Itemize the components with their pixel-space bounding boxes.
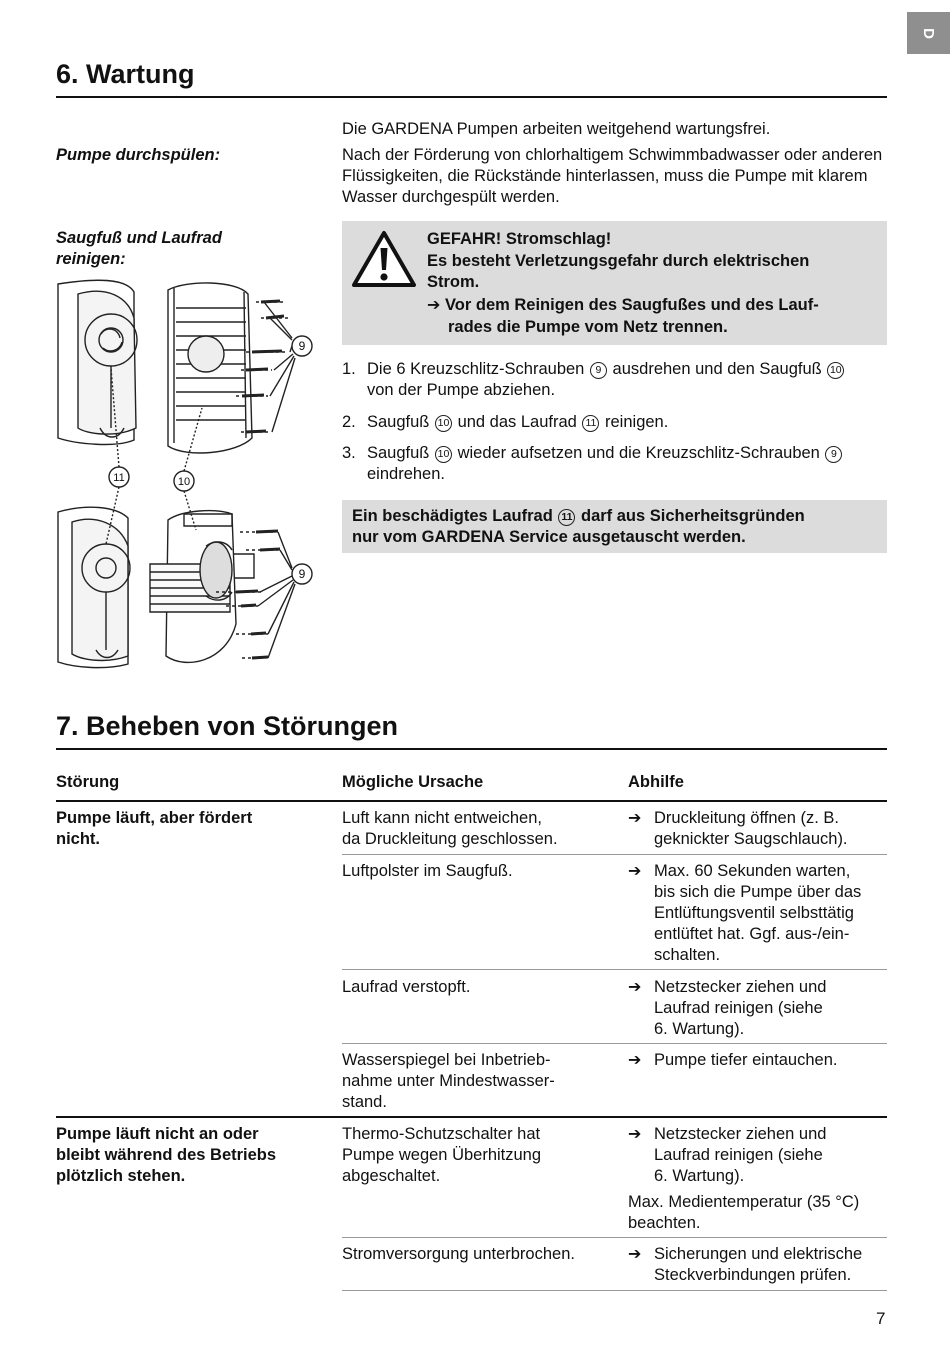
- step-2-number: 2.: [342, 413, 356, 431]
- fault-2: Pumpe läuft nicht an oder bleibt während des Betriebs plötzlich stehen.: [56, 1125, 277, 1185]
- cause-4: Wasserspiegel bei Inbetrieb- nahme unter Mindestwasser- stand.: [342, 1051, 555, 1111]
- fault-1: Pumpe läuft, aber fördert nicht.: [56, 809, 253, 848]
- remedy-4: Pumpe tiefer eintauchen.: [654, 1051, 838, 1069]
- warning-triangle-icon: [350, 229, 418, 289]
- step-1-text: Die 6 Kreuzschlitz-Schrauben 9 ausdrehen und den Saugfuß 10 von der Pumpe abziehen.: [367, 359, 887, 401]
- clean-label-line2: reinigen:: [56, 250, 126, 268]
- remedy-5-extra: Max. Medientemperatur (35 °C) beachten.: [628, 1193, 860, 1232]
- row-divider: [342, 969, 887, 970]
- danger-warning-box: [342, 221, 887, 345]
- clean-label-line1: Saugfuß und Laufrad: [56, 229, 222, 247]
- maintenance-intro: Die GARDENA Pumpen arbeiten weitgehend wartungsfrei.: [342, 120, 771, 138]
- warning-line2: Es besteht Verletzungsgefahr durch elektrischen: [427, 252, 810, 270]
- step-3-text: Saugfuß 10 wieder aufsetzen und die Kreuzschlitz-Schrauben 9 eindrehen.: [367, 443, 892, 485]
- step-2-text: Saugfuß 10 und das Laufrad 11 reinigen.: [367, 413, 669, 431]
- row-divider: [342, 1043, 887, 1044]
- arrow-right-icon: ➔: [628, 1246, 642, 1263]
- callout-10-badge: 10: [827, 362, 844, 379]
- step-1-number: 1.: [342, 360, 356, 378]
- callout-10-badge: 10: [435, 446, 452, 463]
- cause-5: Thermo-Schutzschalter hat Pumpe wegen Überhitzung abgeschaltet.: [342, 1125, 542, 1185]
- callout-11-badge: 11: [582, 415, 599, 432]
- pump-exploded-illustration: [56, 278, 326, 670]
- impeller-note-box: [342, 500, 887, 553]
- callout-10: 10: [177, 476, 191, 488]
- callout-11: 11: [113, 472, 125, 484]
- language-tab: D: [907, 12, 950, 54]
- callout-11-badge: 11: [558, 509, 575, 526]
- row-divider: [342, 854, 887, 855]
- callout-9-badge: 9: [590, 362, 607, 379]
- page-number: 7: [876, 1309, 886, 1328]
- warning-title: GEFAHR! Stromschlag!: [427, 230, 612, 248]
- arrow-right-icon: ➔: [427, 297, 441, 314]
- arrow-right-icon: ➔: [628, 863, 642, 880]
- flush-label: Pumpe durchspülen:: [56, 146, 221, 164]
- callout-10-badge: 10: [435, 415, 452, 432]
- col-header-remedy: Abhilfe: [628, 773, 684, 791]
- remedy-2: Max. 60 Sekunden warten, bis sich die Pumpe über das Entlüftungsventil selbsttätig entlüftet hat. Ggf. aus-/ein- schalten.: [654, 862, 862, 964]
- arrow-right-icon: ➔: [628, 979, 642, 996]
- problem-group-rule: [56, 1116, 887, 1118]
- col-header-cause: Mögliche Ursache: [342, 773, 484, 791]
- warning-line5: rades die Pumpe vom Netz trennen.: [448, 318, 728, 336]
- cause-2: Luftpolster im Saugfuß.: [342, 862, 513, 880]
- flush-text: Nach der Förderung von chlorhaltigem Schwimmbadwasser oder anderen Flüssigkeiten, die Rückstände hinterlassen, muss die Pumpe mit klarem Wasser durchgespült werden.: [342, 146, 883, 206]
- arrow-right-icon: ➔: [628, 1052, 642, 1069]
- remedy-1: Druckleitung öffnen (z. B. geknickter Saugschlauch).: [654, 809, 848, 848]
- callout-9-upper: 9: [298, 339, 306, 353]
- table-bottom-rule: [342, 1290, 887, 1291]
- warning-line4: ➔ Vor dem Reinigen des Saugfußes und des Lauf-: [427, 296, 819, 314]
- section-7-title: 7. Beheben von Störungen: [56, 711, 399, 741]
- cause-3: Laufrad verstopft.: [342, 978, 471, 996]
- cause-6: Stromversorgung unterbrochen.: [342, 1245, 575, 1263]
- cause-1: Luft kann nicht entweichen, da Druckleitung geschlossen.: [342, 809, 558, 848]
- arrow-right-icon: ➔: [628, 1126, 642, 1143]
- col-header-fault: Störung: [56, 773, 120, 791]
- remedy-6: Sicherungen und elektrische Steckverbindungen prüfen.: [654, 1245, 863, 1284]
- callout-9-lower: 9: [298, 567, 306, 581]
- impeller-note-text: Ein beschädigtes Laufrad 11 darf aus Sicherheitsgründen nur vom GARDENA Service ausgetauscht werden.: [352, 507, 805, 546]
- section-7-rule: [56, 748, 887, 750]
- step-3-number: 3.: [342, 444, 356, 462]
- remedy-3: Netzstecker ziehen und Laufrad reinigen (siehe 6. Wartung).: [654, 978, 827, 1038]
- callout-9-badge: 9: [825, 446, 842, 463]
- section-6-title: 6. Wartung: [56, 59, 195, 89]
- remedy-5: Netzstecker ziehen und Laufrad reinigen (siehe 6. Wartung).: [654, 1125, 827, 1185]
- section-6-rule: [56, 96, 887, 98]
- table-header-rule: [56, 800, 887, 802]
- arrow-right-icon: ➔: [628, 810, 642, 827]
- row-divider: [342, 1237, 887, 1238]
- warning-line3: Strom.: [427, 273, 480, 291]
